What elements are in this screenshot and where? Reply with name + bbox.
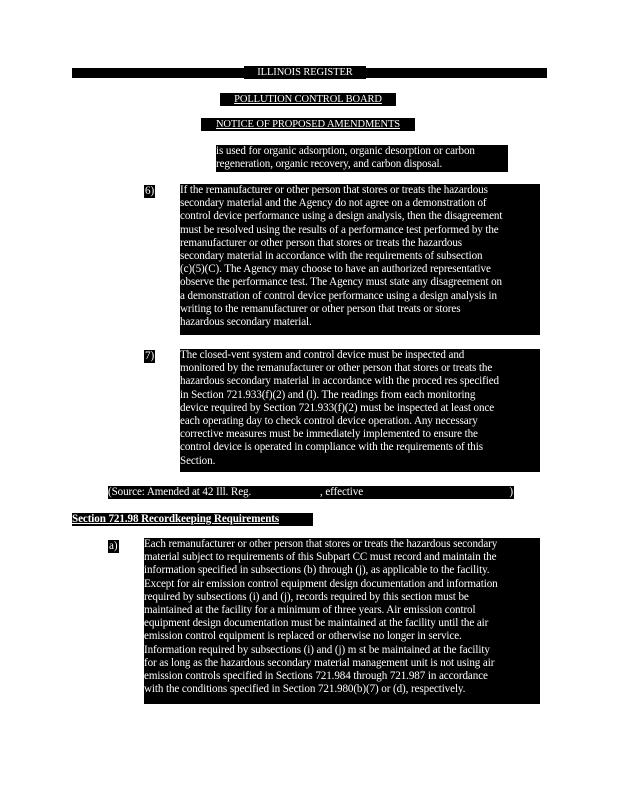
text-line: writing to the remanufacturer or other person that treats or stores <box>180 302 461 315</box>
text-line: required by subsections (i) and (j), records required by this section must be <box>144 590 469 603</box>
text-line: Section. <box>180 454 216 467</box>
text-line: hazardous secondary material in accordance with the proced res specified <box>180 375 499 388</box>
text-line: The closed-vent system and control device must be inspected and <box>180 349 465 361</box>
register-title: ILLINOIS REGISTER <box>244 66 366 79</box>
text-line: for as long as the hazardous secondary material management unit is not using air <box>144 656 495 669</box>
text-line: emission control equipment is replaced or otherwise no longer in service. <box>144 630 462 643</box>
text-line: each operating day to check control device operation. Any necessary <box>180 415 478 428</box>
text-line: is used for organic adsorption, organic desorption or carbon <box>216 145 475 157</box>
text-line: secondary material in accordance with the requirements of subsection <box>180 250 483 263</box>
text-line: remanufacturer or other person that stores or treats the hazardous <box>180 236 463 249</box>
section-heading: Section 721.98 Recordkeeping Requirements <box>72 513 313 526</box>
text-line: Except for air emission control equipment design documentation and information <box>144 577 498 590</box>
source-prefix: (Source: Amended at 42 Ill. Reg. <box>108 486 252 498</box>
text-line: must be resolved using the results of a performance test performed by the <box>180 223 499 236</box>
item-a-label: a) <box>109 540 118 552</box>
board-title: POLLUTION CONTROL BOARD <box>220 93 396 106</box>
text-line: device required by Section 721.933(f)(2) must be inspected at least once <box>180 401 495 414</box>
text-line: control device is operated in compliance with the requirements of this <box>180 441 483 454</box>
item-a-paragraph <box>144 538 540 704</box>
text-line: If the remanufacturer or other person that stores or treats the hazardous <box>180 184 488 196</box>
text-line: information specified in subsections (b) through (j), as applicable to the facility. <box>144 564 490 577</box>
text-line: corrective measures must be immediately implemented to ensure the <box>180 428 478 441</box>
text-line: a demonstration of control device performance using a design analysis in <box>180 289 497 302</box>
text-line: emission controls specified in Sections 721.984 through 721.987 in accordance <box>144 670 488 683</box>
source-note <box>108 486 514 499</box>
item-6-label: 6) <box>145 185 155 197</box>
text-line: in Section 721.933(f)(2) and (l). The readings from each monitoring <box>180 388 476 401</box>
continuation-paragraph <box>216 145 508 172</box>
text-line: Each remanufacturer or other person that stores or treats the hazardous secondary <box>144 538 498 550</box>
source-effective: , effective <box>320 486 364 498</box>
text-line: (c)(5)(C). The Agency may choose to have an authorized representative <box>180 263 491 276</box>
source-close: ) <box>509 486 513 498</box>
item-7-paragraph <box>180 349 540 472</box>
text-line: Information required by subsections (i) and (j) m st be maintained at the facility <box>144 643 490 656</box>
text-line: control device performance using a design analysis, then the disagreement <box>180 210 503 223</box>
text-line: monitored by the remanufacturer or other person that stores or treats the <box>180 362 493 375</box>
text-line: with the conditions specified in Section 721.980(b)(7) or (d), respectively. <box>144 683 466 696</box>
text-line: maintained at the facility for a minimum of three years. Air emission control <box>144 604 476 617</box>
notice-title: NOTICE OF PROPOSED AMENDMENTS <box>201 118 415 131</box>
text-line: material subject to requirements of this Subpart CC must record and maintain the <box>144 551 497 564</box>
item-7-label: 7) <box>145 350 155 362</box>
text-line: hazardous secondary material. <box>180 316 312 329</box>
text-line: observe the performance test. The Agency must state any disagreement on <box>180 276 503 289</box>
text-line: regeneration, organic recovery, and carbon disposal. <box>216 158 443 171</box>
text-line: secondary material and the Agency do not agree on a demonstration of <box>180 197 487 210</box>
item-6-paragraph <box>180 184 540 335</box>
text-line: equipment design documentation must be maintained at the facility until the air <box>144 617 489 630</box>
